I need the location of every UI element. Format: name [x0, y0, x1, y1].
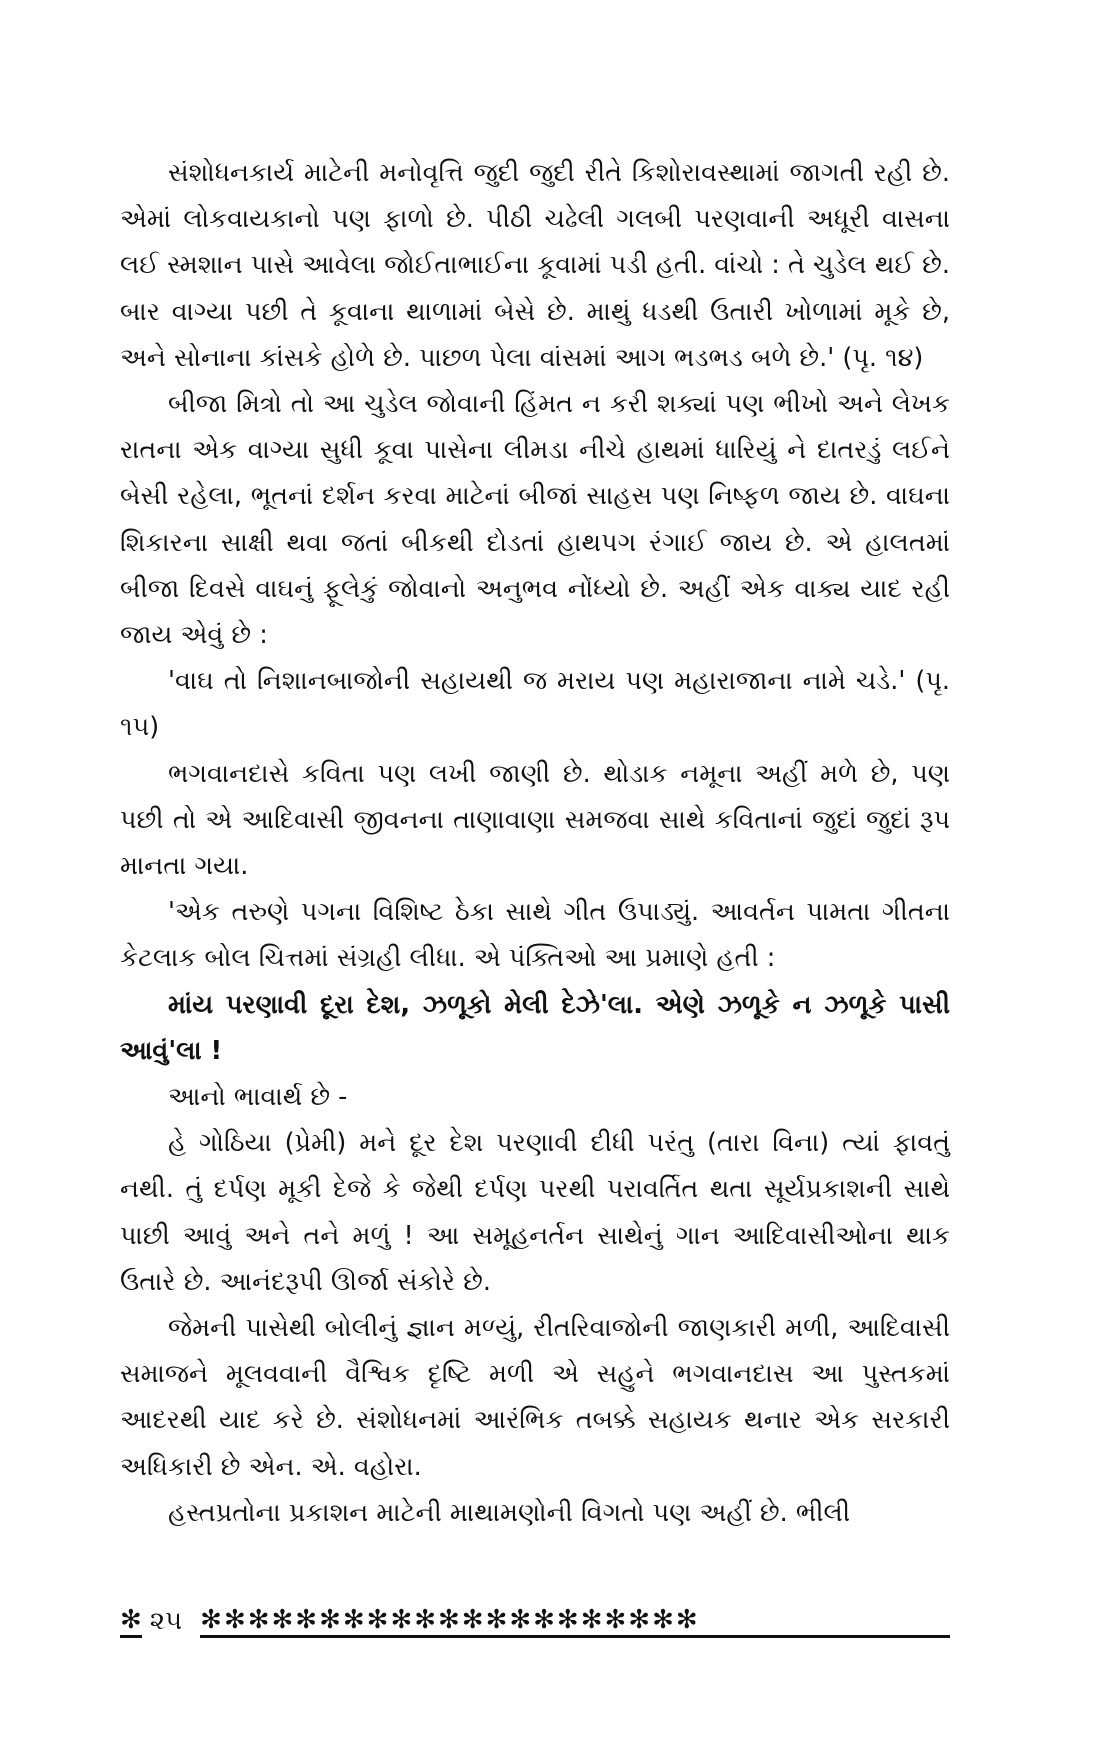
song-verse: માંય પરણાવી દૂરા દેશ, ઝળૂકો મેલી દેઝે'લા. એણે ઝળૂકે ન ઝળૂકે પાસી આવું'લા ! [120, 989, 950, 1066]
page-number: ૨૫ [149, 1605, 183, 1636]
footer-star-border: ✻✻✻✻✻✻✻✻✻✻✻✻✻✻✻✻✻✻✻✻✻ [200, 1605, 950, 1638]
quote-tiger: 'વાઘ તો નિશાનબાજોની સહાયથી જ મરાય પણ મહારાજાના નામે ચડે.' (પૃ. ૧૫) [120, 666, 950, 743]
quote-song-intro: 'એક તરુણે પગના વિશિષ્ટ ઠેકા સાથે ગીત ઉપાડ્યું. આવર્તન પામતા ગીતના કેટલાક બોલ ચિત્તમાં સંગ્રહી લીધા. એ પંક્તિઓ આ પ્રમાણે હતી : [120, 897, 950, 974]
paragraph-3: ભગવાનદાસે કવિતા પણ લખી જાણી છે. થોડાક નમૂના અહીં મળે છે, પણ પછી તો એ આદિવાસી જીવનના તાણાવાણા સમજવા સાથે કવિતાનાં જુદાં જુદાં રૂપ માનતા ગયા. [120, 758, 950, 882]
paragraph-meaning: હે ગોઠિયા (પ્રેમી) મને દૂર દેશ પરણાવી દીધી પરંતુ (તારા વિના) ત્યાં ફાવતું નથી. તું દર્પણ મૂકી દેજે કે જેથી દર્પણ પરથી પરાવર્તિત થતા સૂર્યપ્રકાશની સાથે પાછી આવું અને તને મળું ! આ સમૂહનર્તન સાથેનું ગાન આદિવાસીઓના થાક ઉતારે છે. આનંદરૂપી ઊર્જા સંકોરે છે. [120, 1128, 950, 1297]
footer-star-icon: ✻ [120, 1605, 142, 1638]
paragraph-1: સંશોધનકાર્ય માટેની મનોવૃત્તિ જુદી જુદી રીતે કિશોરાવસ્થામાં જાગતી રહી છે. એમાં લોકવાયકાનો પણ ફાળો છે. પીઠી ચઢેલી ગલબી પરણવાની અધૂરી વાસના લઈ સ્મશાન પાસે આવેલા જોઈતાભાઈના કૂવામાં પડી હતી. વાંચો : તે ચુડેલ થઈ છે. બાર વાગ્યા પછી તે કૂવાના થાળામાં બેસે છે. માથું ધડથી ઉતારી ખોળામાં મૂકે છે, અને સોનાના કાંસકે હોળે છે. પાછળ પેલા વાંસમાં આગ ભડભડ બળે છે.' (પૃ. ૧૪) [120, 158, 950, 373]
paragraph-2: બીજા મિત્રો તો આ ચુડેલ જોવાની હિંમત ન કરી શક્યાં પણ ભીખો અને લેખક રાતના એક વાગ્યા સુધી કૂવા પાસેના લીમડા નીચે હાથમાં ધારિયું ને દાતરડું લઈને બેસી રહેલા, ભૂતનાં દર્શન કરવા માટેનાં બીજાં સાહસ પણ નિષ્ફળ જાય છે. વાઘના શિકારના સાક્ષી થવા જતાં બીકથી દોડતાં હાથપગ રંગાઈ જાય છે. એ હાલતમાં બીજા દિવસે વાઘનું ફૂલેકું જોવાનો અનુભવ નોંધ્યો છે. અહીં એક વાક્ય યાદ રહી જાય એવું છે : [120, 389, 950, 651]
page-body [120, 150, 950, 1536]
paragraph-last: હસ્તપ્રતોના પ્રકાશન માટેની માથામણોની વિગતો પણ અહીં છે. ભીલી [168, 1497, 851, 1528]
meaning-heading: આનો ભાવાર્થ છે - [168, 1082, 348, 1113]
page-footer [120, 1598, 950, 1644]
paragraph-acknowledgement: જેમની પાસેથી બોલીનું જ્ઞાન મળ્યું, રીતરિવાજોની જાણકારી મળી, આદિવાસી સમાજને મૂલવવાની વૈશ્વિક દૃષ્ટિ મળી એ સહુને ભગવાનદાસ આ પુસ્તકમાં આદરથી યાદ કરે છે. સંશોધનમાં આરંભિક તબક્કે સહાયક થનાર એક સરકારી અધિકારી છે એન. એ. વહોરા. [120, 1313, 950, 1482]
